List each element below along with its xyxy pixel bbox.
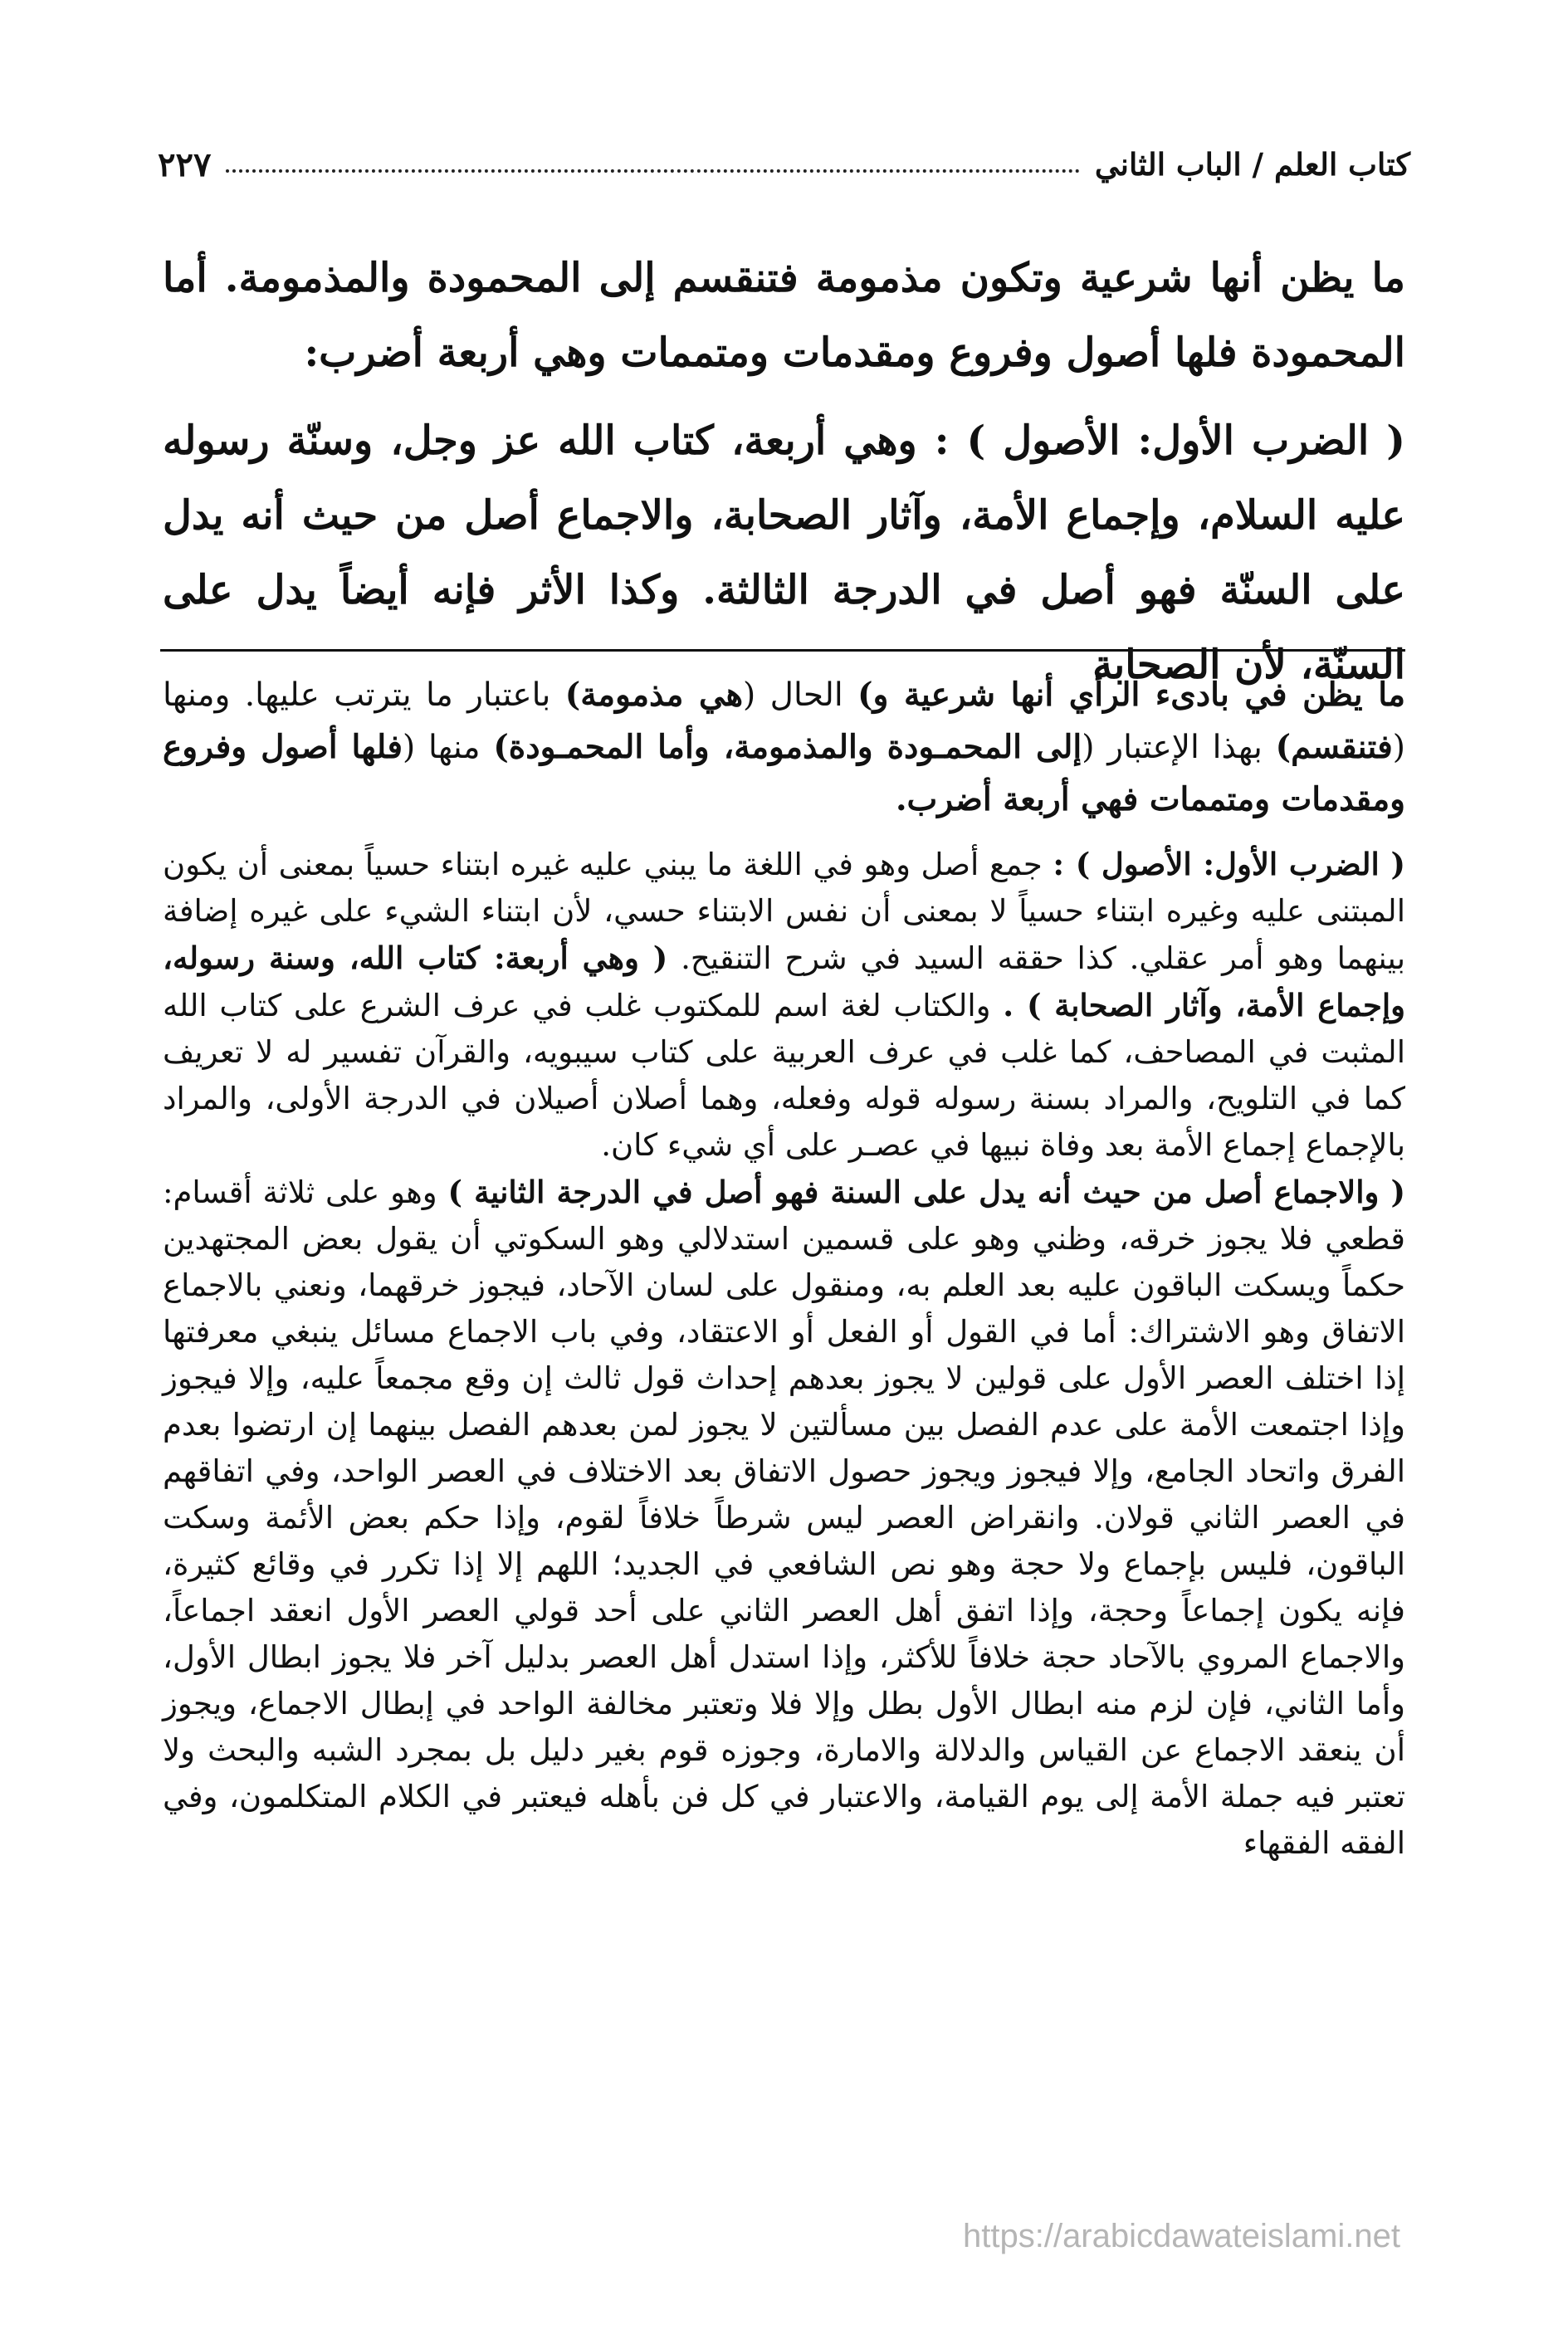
watermark-url: https://arabicdawateislami.net — [963, 2218, 1400, 2254]
commentary-run: بهذا الإعتبار ( — [1082, 729, 1263, 766]
running-header — [158, 139, 1410, 189]
header-title: كتاب العلم / الباب الثاني — [1094, 146, 1410, 183]
quoted-matn: ( والاجماع أصل من حيث أنه يدل على السنة فهو أصل في الدرجة الثانية ) — [447, 1174, 1405, 1210]
footnote-divider — [160, 649, 1405, 652]
quoted-matn: فتنقسم) — [1275, 728, 1393, 766]
quoted-matn: فلها أصول وفروع ومقدمات ومتممات فهي أربعة أضرب. — [163, 728, 1405, 818]
page-number: ٢٢٧ — [158, 144, 212, 184]
commentary-run: جمع أصل وهو في اللغة ما يبني عليه غيره ابتناء حسياً بمعنى أن يكون المبتنى عليه وغيره ابتناء حسياً لا بمعنى أن نفس الابتناء حسي، لأن ابتناء الشيء على غيره إضافة بينهما وهو أمر عقلي. كذا حققه السيد في شرح التنقيح. — [163, 847, 1405, 976]
commentary-run: الحال ( — [743, 676, 843, 714]
section-heading: ( الضرب الأول: الأصول ) : — [934, 418, 1406, 464]
commentary-paragraph — [163, 669, 1405, 826]
commentary-run: باعتبار ما يترتب عليها. ومنها ( — [163, 676, 1405, 766]
main-text-paragraph: ما يظن أنها شرعية وتكون مذمومة فتنقسم إلى المحمودة والمذمومة. أما المحمودة فلها أصول وفروع ومقدمات ومتممات وهي أربعة أضرب: — [163, 255, 1405, 376]
main-text-run: وهي أربعة، كتاب الله عز وجل، وسنّة رسوله عليه السلام، وإجماع الأمة، وآثار الصحابة، والاجماع أصل من حيث أنه يدل على السنّة فهو أصل في الدرجة الثالثة. وكذا الأثر فإنه أيضاً يدل على السنّة، لأن الصحابة — [163, 418, 1405, 688]
quoted-matn: هي مذمومة) — [564, 676, 744, 714]
commentary-paragraph — [163, 1169, 1405, 1867]
quoted-matn: ( وهي أربعة: كتاب الله، وسنة رسوله، وإجماع الأمة، وآثار الصحابة ) . — [163, 940, 1405, 1023]
commentary-run: والكتاب لغة اسم للمكتوب غلب في عرف الشرع على كتاب الله المثبت في المصاحف، كما غلب في عرف العربية على كتاب سيبويه، والقرآن تفسير له لا تعريف كما في التلويح، والمراد بسنة رسوله قوله وفعله، وهما أصلان أصيلان في الدرجة الأولى، والمراد بالإجماع إجماع الأمة بعد وفاة نبيها في عصـر على أي شيء كان. — [163, 988, 1405, 1163]
quoted-matn: ( الضرب الأول: الأصول ) : — [1053, 846, 1405, 882]
commentary-text — [163, 669, 1405, 1867]
main-text — [163, 241, 1405, 702]
main-text-paragraph — [163, 403, 1405, 702]
commentary-run: منها ( — [402, 729, 481, 766]
header-leader-dots — [226, 169, 1079, 173]
quoted-matn: ما يظن في بادىء الرأي أنها شرعية و) — [857, 676, 1405, 714]
quoted-matn: إلى المحمـودة والمذمومة، وأما المحمـودة) — [493, 728, 1082, 766]
commentary-paragraph — [163, 841, 1405, 1169]
commentary-run: وهو على ثلاثة أقسام: قطعي فلا يجوز خرقه، وظني وهو على قسمين استدلالي وهو السكوتي أن يقول بعض المجتهدين حكماً ويسكت الباقون عليه بعد العلم به، ومنقول على لسان الآحاد، فيجوز خرقهما، ونعني بالاجماع الاتفاق وهو الاشتراك: أما في القول أو الفعل أو الاعتقاد، وفي باب الاجماع مسائل ينبغي معرفتها إذا اختلف العصر الأول على قولين لا يجوز بعدهم إحداث قول ثالث إن وقع مجمعاً عليه، وإلا فيجوز وإذا اجتمعت الأمة على عدم الفصل بين مسألتين لا يجوز لمن بعدهم الفصل بينهما إن ارتضوا بعدم الفرق واتحاد الجامع، وإلا فيجوز ويجوز حصول الاتفاق بعد الاختلاف في العصر الواحد، وفي اتفاقهم في العصر الثاني قولان. وانقراض العصر ليس شرطاً خلافاً لقوم، وإذا حكم بعض الأئمة وسكت الباقون، فليس بإجماع ولا حجة وهو نص الشافعي في الجديد؛ اللهم إلا إذا تكرر في وقائع كثيرة، فإنه يكون إجماعاً وحجة، وإذا اتفق أهل العصر الثاني على أحد قولي العصر الأول انعقد اجماعاً، والاجماع المروي بالآحاد حجة خلافاً للأكثر، وإذا استدل أهل العصر بدليل آخر فلا يجوز ابطال الأول، وأما الثاني، فإن لزم منه ابطال الأول بطل وإلا فلا وتعتبر مخالفة الواحد في إبطال الاجماع، ويجوز أن ينعقد الاجماع عن القياس والدلالة والامارة، وجوزه قوم بغير دليل بل بمجرد الشبه والبحث ولا تعتبر فيه جملة الأمة إلى يوم القيامة، والاعتبار في كل فن بأهله فيعتبر في الكلام المتكلمون، وفي الفقه الفقهاء — [163, 1174, 1405, 1861]
